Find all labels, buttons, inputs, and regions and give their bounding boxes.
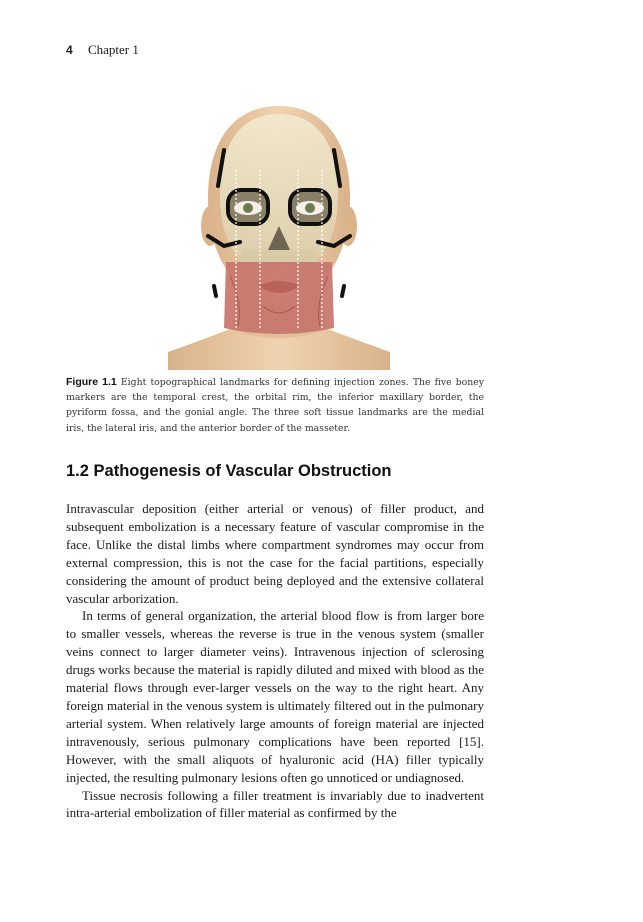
figure-label: Figure 1.1 <box>66 376 117 388</box>
paragraph: In terms of general organization, the arterial blood flow is from larger bore to smaller vessels, whereas the reverse is true in the venous system (smaller veins connect to larger diameter veins). Intravenous injection of sclerosing drugs works because the material is rapidly diluted and mixed with blood as the material flows through ever-larger vessels on the way to the right heart. Any foreign material in the venous system is ultimately filtered out in the pulmonary arterial system. When relatively large amounts of foreign material are injected intravenously, serious pulmonary complications have been reported [15]. However, with the small aliquots of hyaluronic acid (HA) filler typically injected, the resulting pulmonary lesions often go unnoticed or undiagnosed. <box>66 608 484 785</box>
section-heading: 1.2 Pathogenesis of Vascular Obstruction <box>66 462 392 480</box>
gonial-angle-right <box>342 286 344 296</box>
gonial-angle-left <box>214 286 216 296</box>
body-text <box>66 500 484 822</box>
face-illustration <box>168 90 390 370</box>
caption-text: Eight topographical landmarks for defining injection zones. The five boney markers are the temporal crest, the orbital rim, the inferior maxillary border, the pyriform fossa, and the gonial angle. The three soft tissue landmarks are the medial iris, the lateral iris, and the anterior border of the masseter. <box>66 377 484 434</box>
chapter-label: Chapter 1 <box>87 42 139 57</box>
perioral-muscle <box>224 262 334 334</box>
face-landmarks-figure <box>168 90 390 370</box>
figure-caption <box>66 375 484 436</box>
paragraph: Intravascular deposition (either arterial or venous) of filler product, and subsequent embolization is a necessary feature of vascular compromise in the face. Unlike the distal limbs where compartment syndromes may occur from external compression, this is not the case for the facial partitions, especially considering the amount of product being deployed and the extensive collateral vascular arborization. <box>66 501 484 606</box>
right-iris <box>305 203 315 213</box>
left-iris <box>243 203 253 213</box>
paragraph: Tissue necrosis following a filler treatment is invariably due to inadvertent intra-arterial embolization of filler material as confirmed by the <box>66 787 484 821</box>
page-number: 4 <box>66 43 73 57</box>
running-head <box>66 42 139 58</box>
